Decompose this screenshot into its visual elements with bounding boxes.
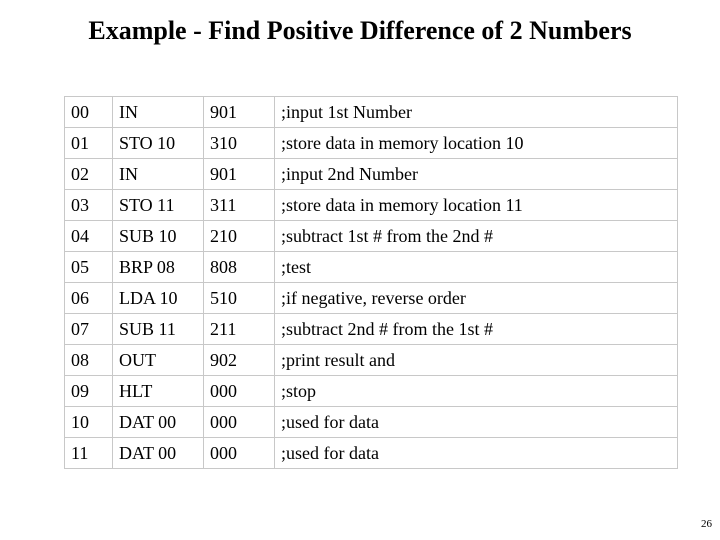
address-cell: 08 (65, 345, 113, 376)
comment-cell: ;input 1st Number (275, 97, 678, 128)
comment-cell: ;used for data (275, 438, 678, 469)
address-cell: 06 (65, 283, 113, 314)
machine-code-cell: 311 (204, 190, 275, 221)
instruction-cell: STO 10 (113, 128, 204, 159)
instruction-cell: HLT (113, 376, 204, 407)
address-cell: 03 (65, 190, 113, 221)
page-number: 26 (701, 518, 712, 530)
table-row (65, 252, 678, 283)
comment-cell: ;store data in memory location 10 (275, 128, 678, 159)
comment-cell: ;subtract 1st # from the 2nd # (275, 221, 678, 252)
instruction-cell: SUB 10 (113, 221, 204, 252)
instruction-cell: SUB 11 (113, 314, 204, 345)
machine-code-cell: 210 (204, 221, 275, 252)
instruction-cell: BRP 08 (113, 252, 204, 283)
machine-code-cell: 901 (204, 159, 275, 190)
instruction-cell: STO 11 (113, 190, 204, 221)
comment-cell: ;input 2nd Number (275, 159, 678, 190)
machine-code-cell: 901 (204, 97, 275, 128)
comment-cell: ;print result and (275, 345, 678, 376)
table-row (65, 159, 678, 190)
machine-code-cell: 510 (204, 283, 275, 314)
comment-cell: ;stop (275, 376, 678, 407)
instruction-cell: DAT 00 (113, 438, 204, 469)
machine-code-cell: 310 (204, 128, 275, 159)
table-row (65, 190, 678, 221)
instruction-cell: LDA 10 (113, 283, 204, 314)
table-row (65, 128, 678, 159)
machine-code-cell: 902 (204, 345, 275, 376)
comment-cell: ;if negative, reverse order (275, 283, 678, 314)
address-cell: 10 (65, 407, 113, 438)
table-row (65, 283, 678, 314)
table-row (65, 376, 678, 407)
machine-code-cell: 211 (204, 314, 275, 345)
table-row (65, 221, 678, 252)
address-cell: 05 (65, 252, 113, 283)
address-cell: 07 (65, 314, 113, 345)
slide-title: Example - Find Positive Difference of 2 Numbers (88, 16, 632, 45)
program-table (64, 96, 678, 469)
address-cell: 02 (65, 159, 113, 190)
machine-code-cell: 000 (204, 376, 275, 407)
address-cell: 09 (65, 376, 113, 407)
table-row (65, 345, 678, 376)
machine-code-cell: 000 (204, 438, 275, 469)
table-row (65, 97, 678, 128)
machine-code-cell: 000 (204, 407, 275, 438)
program-table-body (65, 97, 678, 469)
instruction-cell: DAT 00 (113, 407, 204, 438)
address-cell: 01 (65, 128, 113, 159)
comment-cell: ;store data in memory location 11 (275, 190, 678, 221)
instruction-cell: IN (113, 97, 204, 128)
machine-code-cell: 808 (204, 252, 275, 283)
comment-cell: ;test (275, 252, 678, 283)
address-cell: 11 (65, 438, 113, 469)
table-row (65, 407, 678, 438)
table-row (65, 438, 678, 469)
instruction-cell: OUT (113, 345, 204, 376)
table-row (65, 314, 678, 345)
comment-cell: ;subtract 2nd # from the 1st # (275, 314, 678, 345)
comment-cell: ;used for data (275, 407, 678, 438)
address-cell: 04 (65, 221, 113, 252)
instruction-cell: IN (113, 159, 204, 190)
address-cell: 00 (65, 97, 113, 128)
